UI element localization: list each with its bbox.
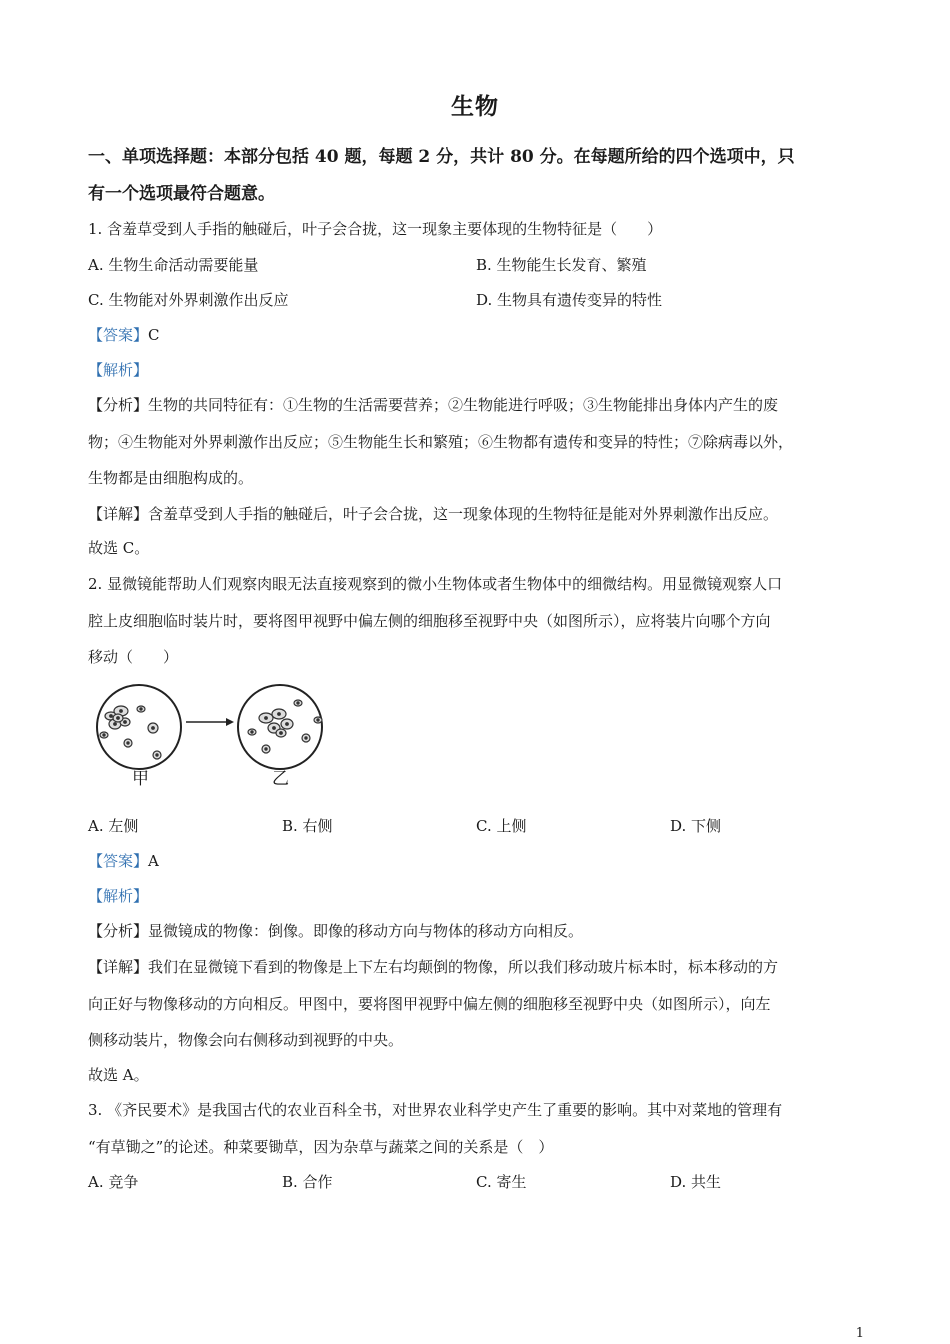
q1-stem: 1. 含羞草受到人手指的触碰后，叶子会合拢，这一现象主要体现的生物特征是（ ） [88,220,663,238]
q1-conclusion: 故选 C。 [88,539,150,557]
q2-fenxi-text: 显微镜成的物像：倒像。即像的移动方向与物体的移动方向相反。 [148,922,584,940]
q1-xiangjie [88,503,778,525]
q1-fenxi-line-3: 生物都是由细胞构成的。 [88,469,254,487]
xiangjie-tag: 【详解】 [88,505,149,523]
figure-label-yi: 乙 [272,769,289,789]
q2-option-b: B. 右侧 [282,817,333,835]
section-heading-line-1: 一、单项选择题：本部分包括 40 题，每题 2 分，共计 80 分。在每题所给的四个选项中，只 [88,147,795,167]
figure-label-jia: 甲 [132,769,149,789]
q1-fenxi-text-1: 生物的共同特征有：①生物的生活需要营养；②生物能进行呼吸；③生物能排出身体内产生的废 [148,396,779,414]
q1-option-d: D. 生物具有遗传变异的特性 [476,291,663,309]
page-title: 生物 [451,93,499,120]
q3-option-a: A. 竞争 [88,1173,139,1191]
answer-tag: 【答案】 [88,326,149,344]
q1-fenxi-line-1 [88,394,778,416]
q2-xiangjie-line-2: 向正好与物像移动的方向相反。甲图中，要将图甲视野中偏左侧的细胞移至视野中央（如图所示），向左 [88,995,771,1013]
q2-stem-line-1: 2. 显微镜能帮助人们观察肉眼无法直接观察到的微小生物体或者生物体中的细微结构。用显微镜观察人口 [88,575,783,593]
q3-option-d: D. 共生 [670,1173,722,1191]
q1-option-b: B. 生物能生长发育、繁殖 [476,256,647,274]
section-heading-line-2: 有一个选项最符合题意。 [88,184,275,204]
q2-option-a: A. 左侧 [88,817,139,835]
page-number: 1 [855,1326,864,1341]
answer-tag: 【答案】 [88,852,149,870]
q3-stem-line-2: “有草锄之”的论述。种菜要锄草，因为杂草与蔬菜之间的关系是（ ） [88,1138,554,1156]
q2-xiangjie-text-1: 我们在显微镜下看到的物像是上下左右均颠倒的物像，所以我们移动玻片标本时，标本移动的方 [148,958,779,976]
q1-answer [88,324,160,346]
q1-answer-value: C [148,326,160,344]
q2-xiangjie-line-1 [88,956,778,978]
q1-fenxi-line-2: 物；④生物能对外界刺激作出反应；⑤生物能生长和繁殖；⑥生物都有遗传和变异的特性；⑦除病毒以外， [88,433,794,451]
fenxi-tag: 【分析】 [88,922,149,940]
q3-option-b: B. 合作 [282,1173,333,1191]
fenxi-tag: 【分析】 [88,396,149,414]
q2-answer [88,850,159,872]
q2-stem-line-3: 移动（ ） [88,648,179,666]
q1-option-a: A. 生物生命活动需要能量 [88,256,259,274]
q3-option-c: C. 寄生 [476,1173,527,1191]
q2-xiangjie-line-3: 侧移动装片，物像会向右侧移动到视野的中央。 [88,1031,404,1049]
q2-stem-line-2: 腔上皮细胞临时装片时，要将图甲视野中偏左侧的细胞移至视野中央（如图所示），应将装片向哪个方向 [88,612,771,630]
microscope-fields-drawing [94,680,334,790]
microscope-figure [94,680,334,790]
xiangjie-tag: 【详解】 [88,958,149,976]
q1-jiexi-tag: 【解析】 [88,361,149,379]
q2-conclusion: 故选 A。 [88,1066,149,1084]
arrow-head [226,718,234,726]
q2-fenxi [88,920,583,942]
q1-xiangjie-text: 含羞草受到人手指的触碰后，叶子会合拢，这一现象体现的生物特征是能对外界刺激作出反应。 [148,505,779,523]
q3-stem-line-1: 3. 《齐民要术》是我国古代的农业百科全书，对世界农业科学史产生了重要的影响。其中对菜地的管理有 [88,1101,783,1119]
q2-answer-value: A [148,852,159,870]
q2-jiexi-tag: 【解析】 [88,887,149,905]
q2-option-c: C. 上侧 [476,817,527,835]
q1-option-c: C. 生物能对外界刺激作出反应 [88,291,289,309]
q2-option-d: D. 下侧 [670,817,722,835]
